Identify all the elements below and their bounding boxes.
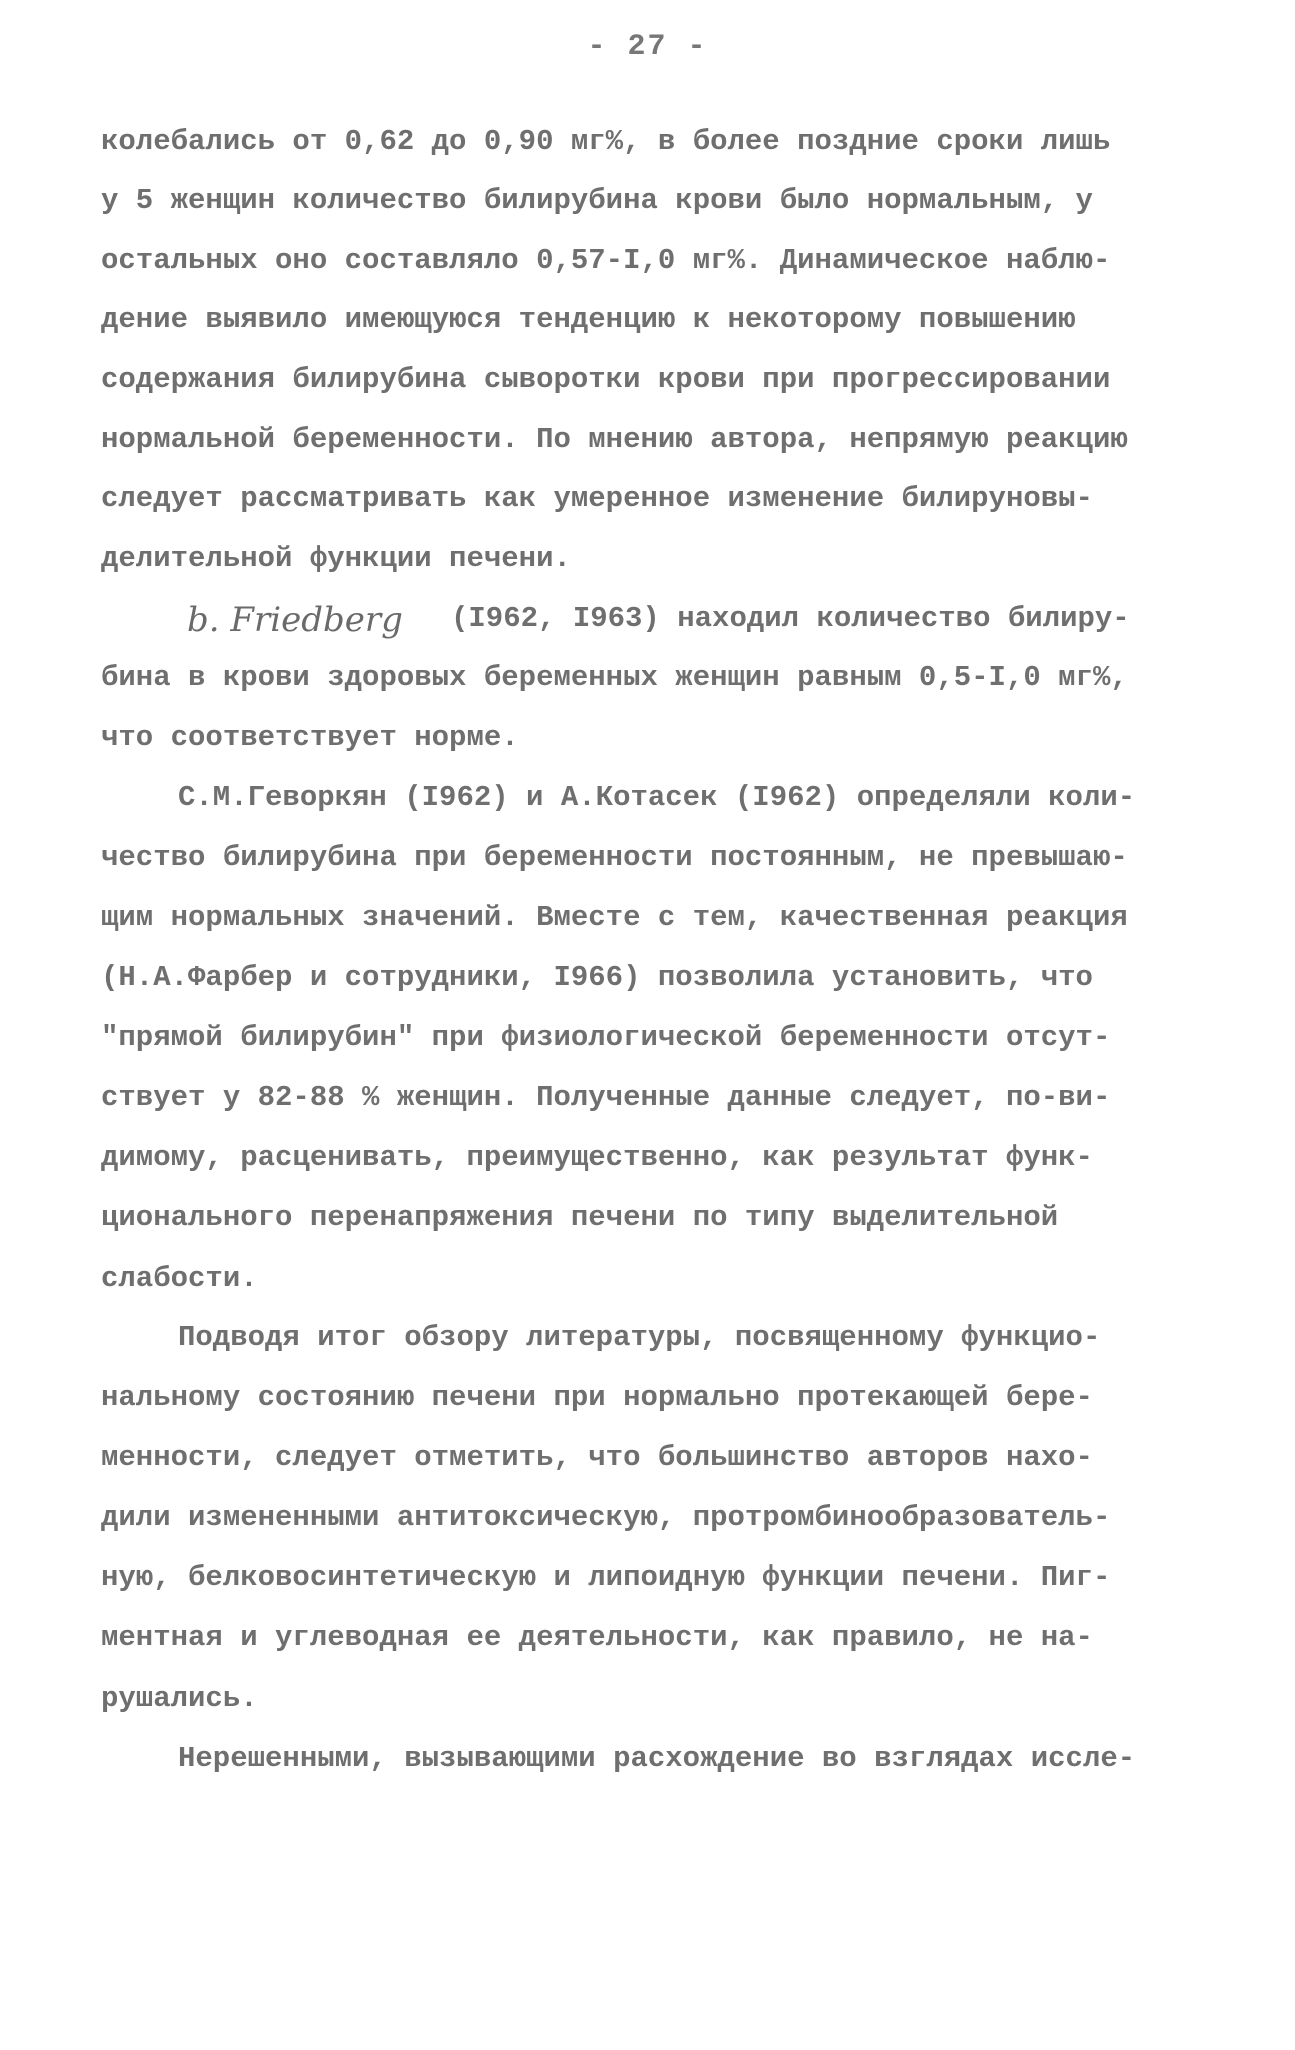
text-line: остальных оно составляло 0,57-I,0 мг%. Динамическое наблю- <box>101 244 1111 277</box>
text-line: содержания билирубина сыворотки крови при прогрессировании <box>101 363 1111 396</box>
text-line: ментная и углеводная ее деятельности, как правило, не на- <box>101 1621 1093 1654</box>
text-line: Подводя итог обзору литературы, посвященному функцио- <box>178 1321 1101 1354</box>
text-line: колебались от 0,62 до 0,90 мг%, в более поздние сроки лишь <box>101 125 1111 158</box>
text-line: рушались. <box>101 1682 258 1715</box>
text-line: что соответствует норме. <box>101 721 519 754</box>
text-line: ствует у 82-88 % женщин. Полученные данные следует, по-ви- <box>101 1081 1111 1114</box>
text-line: С.М.Геворкян (I962) и А.Котасек (I962) определяли коли- <box>178 781 1136 814</box>
text-line: нальному состоянию печени при нормально протекающей бере- <box>101 1381 1093 1414</box>
text-line: бина в крови здоровых беременных женщин равным 0,5-I,0 мг%, <box>101 661 1128 694</box>
text-line: делительной функции печени. <box>101 542 571 575</box>
text-line: ную, белковосинтетическую и липоидную функции печени. Пиг- <box>101 1561 1111 1594</box>
page-number: - 27 - <box>587 30 708 64</box>
handwritten-author-name: b. Friedberg <box>187 600 403 640</box>
text-line: чество билирубина при беременности постоянным, не превышаю- <box>101 841 1128 874</box>
text-line: дение выявило имеющуюся тенденцию к некоторому повышению <box>101 303 1076 336</box>
text-line: "прямой билирубин" при физиологической беременности отсут- <box>101 1021 1111 1054</box>
text-line: Нерешенными, вызывающими расхождение во взглядах иссле- <box>178 1742 1136 1775</box>
text-line: слабости. <box>101 1262 258 1295</box>
text-line: дили измененными антитоксическую, протромбинообразователь- <box>101 1501 1111 1534</box>
text-line: ционального перенапряжения печени по типу выделительной <box>101 1201 1059 1234</box>
text-line: следует рассматривать как умеренное изменение билируновы- <box>101 482 1093 515</box>
text-line: (Н.А.Фарбер и сотрудники, I966) позволила установить, что <box>101 961 1093 994</box>
text-line: щим нормальных значений. Вместе с тем, качественная реакция <box>101 901 1128 934</box>
text-line: димому, расценивать, преимущественно, как результат функ- <box>101 1141 1093 1174</box>
text-line: менности, следует отметить, что большинство авторов нахо- <box>101 1441 1093 1474</box>
text-line: у 5 женщин количество билирубина крови было нормальным, у <box>101 184 1093 217</box>
text-line: нормальной беременности. По мнению автора, непрямую реакцию <box>101 423 1128 456</box>
text-line: (I962, I963) находил количество билиру- <box>451 602 1130 635</box>
